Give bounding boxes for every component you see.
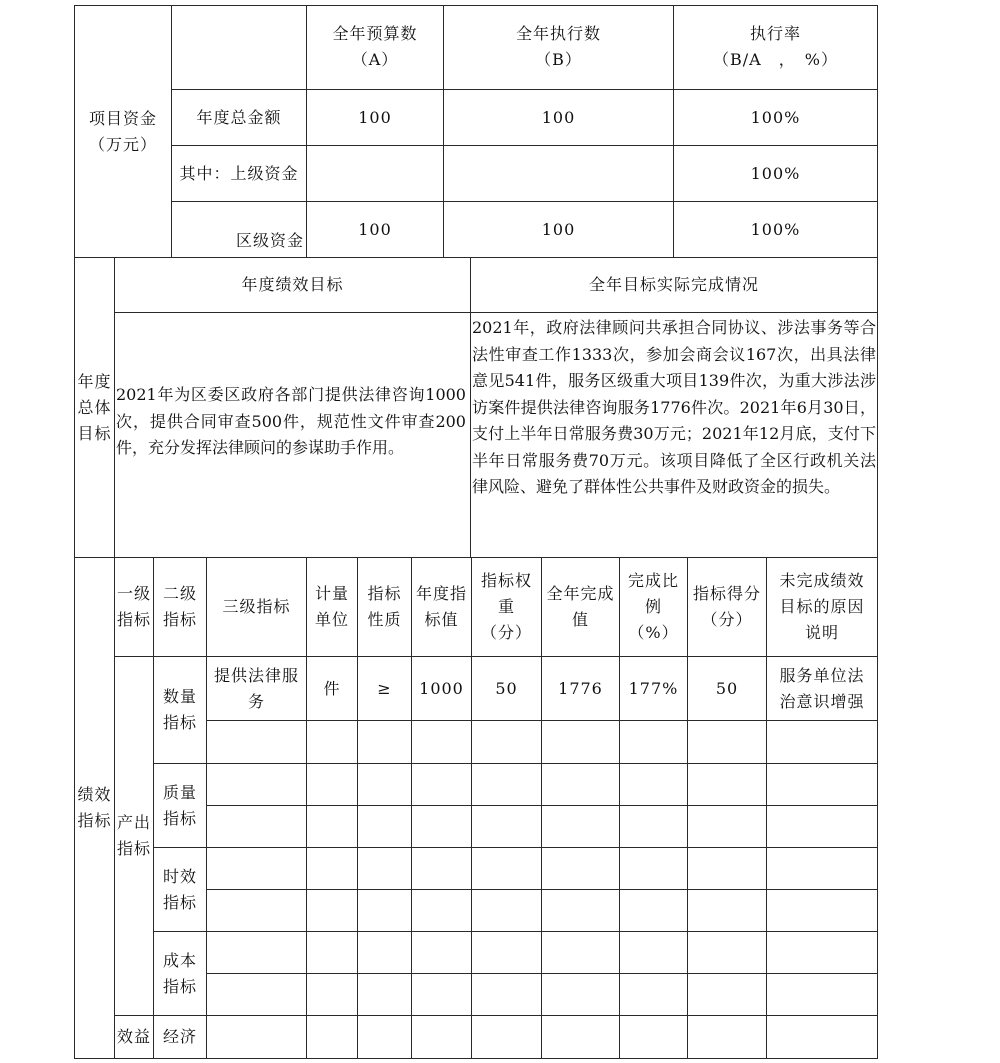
actual-text: 2021年，政府法律顾问共承担合同协议、涉法事务等合法性审查工作1333次，参加会商会议167次，出具法律意见541件，服务区级重大项目139件次，为重大涉法涉访案件提供法律咨询服务1776件次。2021年6月30日，支付上半年日常服务费30万元；2021年12月底，支付下半年日常服务费70万元。该项目降低了全区行政机关法律风险、避免了群体性公共事件及财政资金的损失。	[472, 318, 876, 496]
level1-output: 产出 指标	[116, 813, 151, 858]
row-district-label: 区级资金	[235, 231, 304, 250]
header-level2: 二级 指标	[162, 584, 197, 629]
level1-benefit: 效益	[116, 1027, 151, 1046]
target-header: 年度绩效目标	[241, 275, 344, 294]
target-text: 2021年为区委区政府各部门提供法律咨询1000次，提供合同审查500件，规范性文件审查200件，充分发挥法律顾问的参谋助手作用。	[116, 385, 466, 457]
row-district-budget: 100	[358, 219, 392, 239]
row-total-label: 年度总金额	[196, 107, 282, 127]
header-weight: 指标权 重 （分）	[480, 571, 532, 642]
grid-line	[114, 1015, 878, 1016]
header-score: 指标得分 （分）	[692, 584, 761, 629]
goals-section-label: 年度 总体 目标	[77, 371, 112, 443]
row1-actual-value: 1776	[558, 678, 603, 698]
row-district-rate: 100%	[750, 219, 801, 239]
grid-line	[153, 763, 878, 764]
actual-header: 全年目标实际完成情况	[588, 275, 759, 294]
level2-cost: 成本 指标	[162, 950, 197, 996]
header-rate: 执行率 （B/A ， %）	[713, 24, 838, 69]
header-budget: 全年预算数 （A）	[332, 24, 418, 69]
grid-line	[153, 931, 878, 932]
row1-nature: ≥	[377, 678, 392, 698]
header-unit: 计量 单位	[314, 584, 349, 629]
grid-line	[74, 5, 878, 6]
header-actual-value: 全年完成 值	[546, 584, 615, 629]
grid-line	[114, 312, 878, 313]
row1-ratio: 177%	[628, 678, 679, 698]
row-upper-budget	[307, 146, 443, 201]
row-district-executed: 100	[541, 219, 576, 239]
level2-economic: 经济	[162, 1027, 197, 1046]
level2-quantity: 数量 指标	[162, 687, 197, 732]
level2-quality: 质量 指标	[162, 782, 197, 828]
header-ratio: 完成比 例 （%）	[627, 571, 679, 642]
header-level3: 三级指标	[222, 597, 291, 616]
row-total-rate: 100%	[750, 107, 801, 127]
grid-line	[877, 5, 878, 1059]
header-annual-value: 年度指 标值	[415, 584, 467, 629]
indicators-section-label: 绩效 指标	[77, 785, 112, 830]
header-executed: 全年执行数 （B）	[515, 24, 601, 69]
header-nature: 指标 性质	[367, 584, 402, 629]
row1-weight: 50	[495, 678, 518, 698]
row-total-executed: 100	[541, 107, 576, 127]
grid-line	[74, 1058, 878, 1059]
header-level1: 一级 指标	[116, 584, 151, 629]
grid-line	[153, 847, 878, 848]
row-upper-rate: 100%	[750, 163, 801, 183]
row1-reason: 服务单位法 治意识增强	[779, 666, 865, 711]
level2-time: 时效 指标	[162, 866, 197, 912]
row-total-budget: 100	[358, 107, 392, 127]
row1-level3: 提供法律服 务	[213, 666, 299, 711]
row-upper-label: 其中：上级资金	[179, 163, 299, 183]
header-reason: 未完成绩效 目标的原因 说明	[779, 571, 865, 642]
row1-annual-value: 1000	[419, 678, 464, 698]
row1-unit: 件	[323, 678, 341, 698]
row-upper-executed	[444, 146, 673, 201]
row1-score: 50	[715, 678, 739, 698]
funds-section-label: 项目资金 （万元）	[88, 108, 157, 154]
